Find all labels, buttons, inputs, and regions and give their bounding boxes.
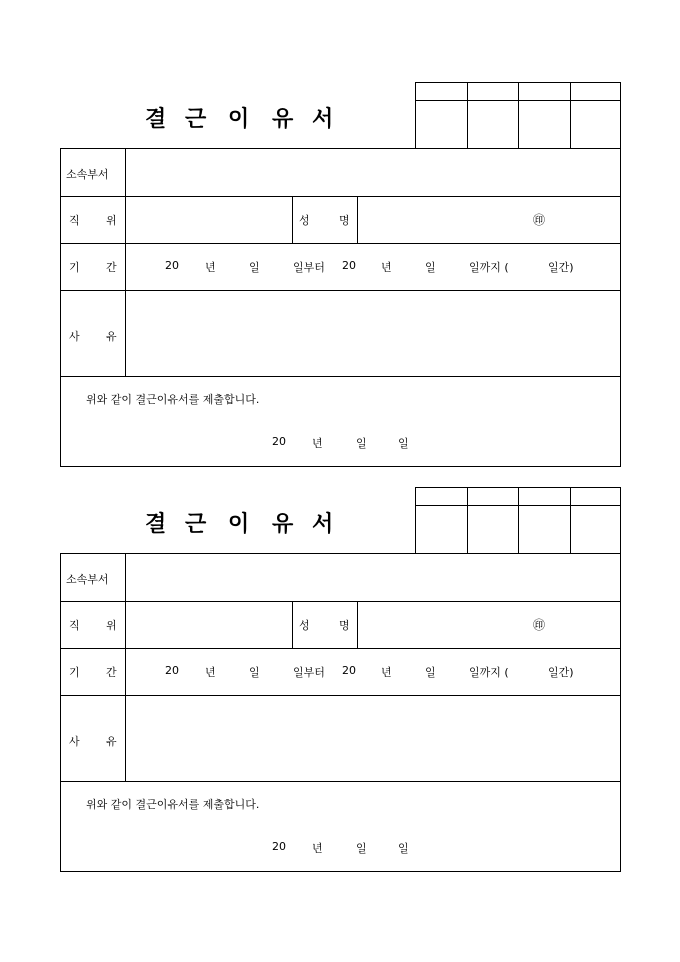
reason-field[interactable] [126, 696, 620, 781]
title-char: 이 [228, 106, 250, 132]
position-label-2: 위 [106, 619, 117, 632]
period-text: 20 [165, 664, 179, 677]
department-label: 소속부서 [66, 573, 109, 586]
name-label-1: 성 [299, 214, 310, 227]
title-char: 유 [272, 106, 294, 132]
name-label-1: 성 [299, 619, 310, 632]
period-label-2: 간 [106, 666, 117, 679]
department-label: 소속부서 [66, 168, 109, 181]
date-text: 일 [398, 437, 409, 450]
period-text: 일 [249, 261, 260, 274]
period-text: 일까지 ( [469, 261, 509, 274]
approval-signature-cell[interactable] [467, 101, 518, 149]
approval-signature-cell[interactable] [416, 101, 467, 149]
period-label-1: 기 [69, 261, 80, 274]
row-divider [61, 243, 620, 244]
period-text: 일간) [548, 666, 574, 679]
period-text: 20 [342, 664, 356, 677]
absence-form-1 [60, 82, 621, 467]
name-label-2: 명 [339, 214, 350, 227]
name-label-left-divider [292, 196, 293, 243]
title-char: 근 [185, 511, 207, 537]
reason-label-1: 사 [69, 330, 80, 343]
approval-signature-cell[interactable] [570, 101, 620, 149]
date-text: 년 [312, 437, 323, 450]
period-text: 일 [425, 666, 436, 679]
date-text: 20 [272, 840, 286, 853]
approval-signature-cell[interactable] [570, 506, 620, 554]
position-field[interactable] [126, 602, 292, 648]
position-field[interactable] [126, 197, 292, 243]
date-text: 년 [312, 842, 323, 855]
approval-box [415, 487, 621, 553]
department-field[interactable] [126, 149, 620, 196]
period-text: 년 [381, 666, 392, 679]
period-text: 일부터 [293, 666, 325, 679]
reason-field[interactable] [126, 291, 620, 376]
period-label-2: 간 [106, 261, 117, 274]
title-char: 서 [312, 106, 334, 132]
period-text: 년 [205, 261, 216, 274]
department-field[interactable] [126, 554, 620, 601]
period-label-1: 기 [69, 666, 80, 679]
period-text: 일 [249, 666, 260, 679]
reason-label-1: 사 [69, 735, 80, 748]
statement-text: 위와 같이 결근이유서를 제출합니다. [86, 798, 260, 811]
approval-signature-cell[interactable] [518, 506, 570, 554]
period-text: 일까지 ( [469, 666, 509, 679]
date-text: 일 [356, 437, 367, 450]
period-text: 20 [165, 259, 179, 272]
seal-mark: ㊞ [533, 213, 546, 227]
reason-label-2: 유 [106, 735, 117, 748]
date-text: 일 [356, 842, 367, 855]
title-char: 서 [312, 511, 334, 537]
absence-form-2 [60, 487, 621, 872]
approval-signature-cell[interactable] [416, 506, 467, 554]
row-divider [61, 376, 620, 377]
approval-box [415, 82, 621, 148]
form-table [60, 148, 621, 467]
period-text: 일 [425, 261, 436, 274]
approval-signature-cell[interactable] [518, 101, 570, 149]
name-field[interactable] [358, 197, 620, 243]
seal-mark: ㊞ [533, 618, 546, 632]
title-char: 이 [228, 511, 250, 537]
position-label-1: 직 [69, 214, 80, 227]
title-char: 결 [145, 511, 167, 537]
period-text: 년 [205, 666, 216, 679]
name-label-left-divider [292, 601, 293, 648]
period-text: 년 [381, 261, 392, 274]
title-char: 결 [145, 106, 167, 132]
date-text: 20 [272, 435, 286, 448]
name-field[interactable] [358, 602, 620, 648]
period-text: 20 [342, 259, 356, 272]
period-text: 일부터 [293, 261, 325, 274]
form-table [60, 553, 621, 872]
title-char: 유 [272, 511, 294, 537]
period-text: 일간) [548, 261, 574, 274]
position-label-2: 위 [106, 214, 117, 227]
statement-text: 위와 같이 결근이유서를 제출합니다. [86, 393, 260, 406]
approval-signature-cell[interactable] [467, 506, 518, 554]
row-divider [61, 648, 620, 649]
name-label-2: 명 [339, 619, 350, 632]
date-text: 일 [398, 842, 409, 855]
row-divider [61, 781, 620, 782]
reason-label-2: 유 [106, 330, 117, 343]
position-label-1: 직 [69, 619, 80, 632]
title-char: 근 [185, 106, 207, 132]
